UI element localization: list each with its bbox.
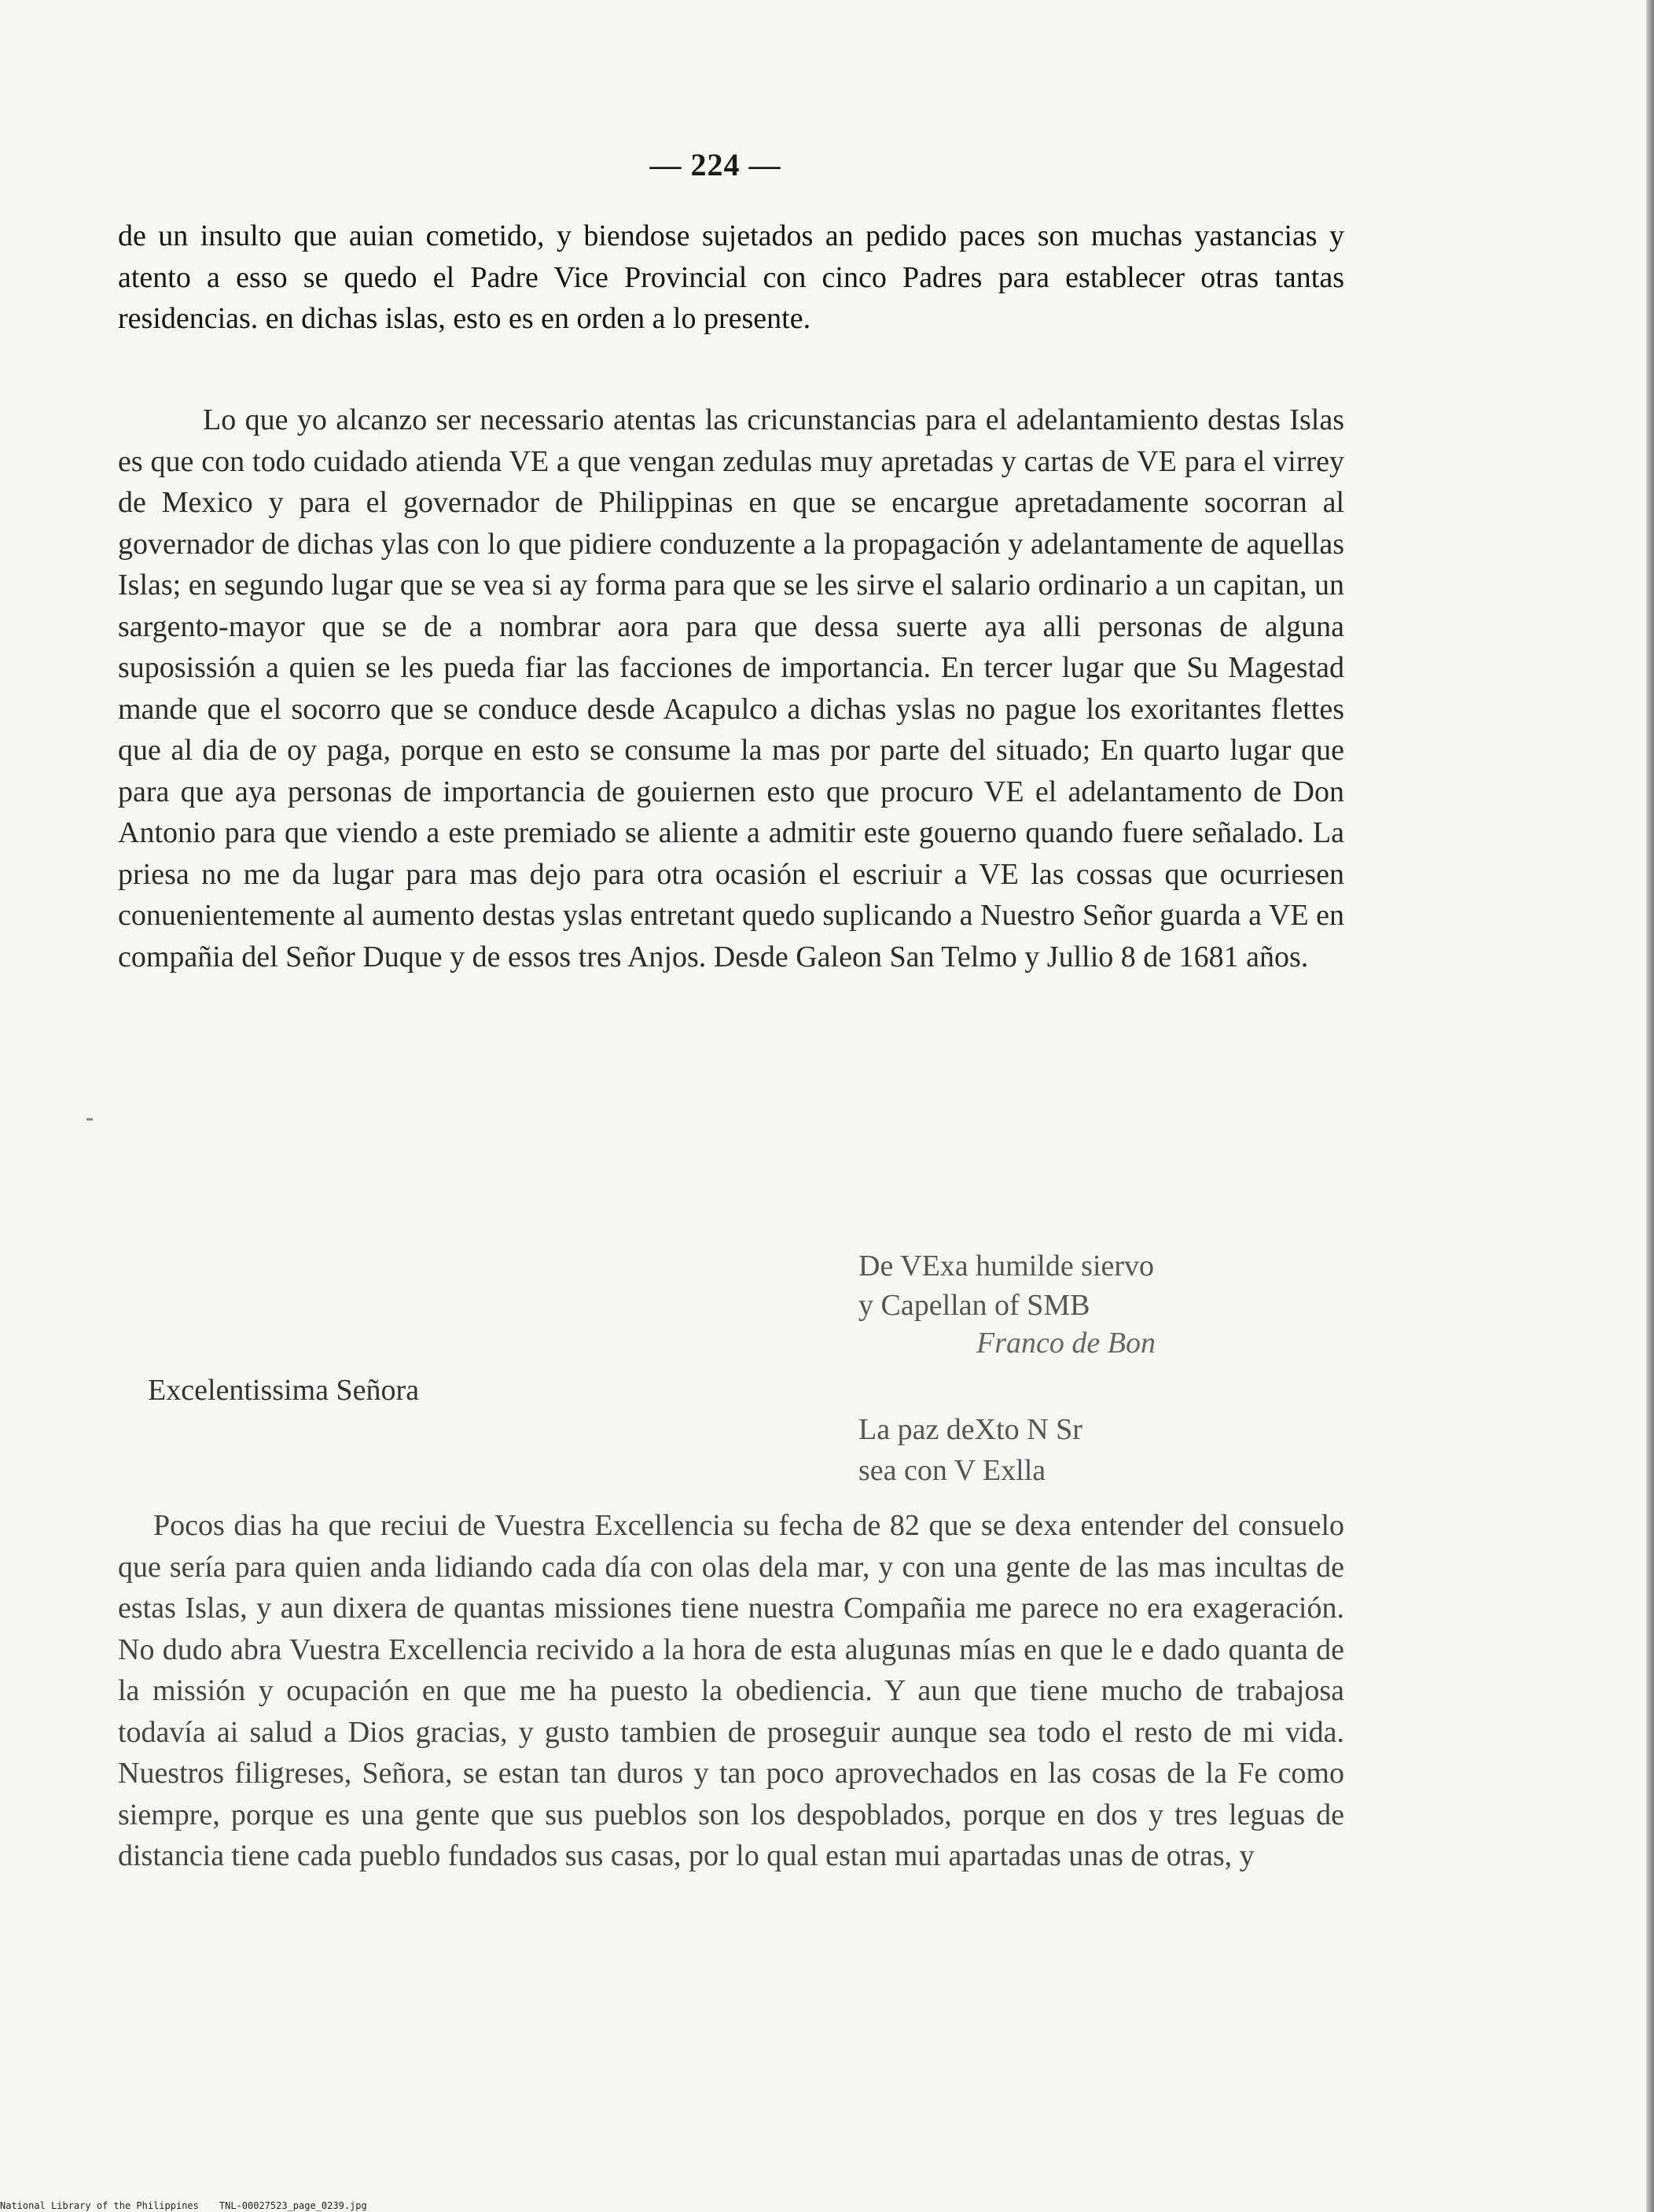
greeting-line-2: sea con V Exlla	[858, 1454, 1046, 1487]
greeting-line-1: La paz deXto N Sr	[858, 1413, 1082, 1446]
paragraph-text: Pocos dias ha que reciui de Vuestra Excellencia su fecha de 82 que se dexa entender del consuelo que sería para quien anda lidiando cada día con olas dela mar, y con una gente de las mas incultas de estas Islas, y aun dixera de quantas missiones tiene nuestra Compañia me parece no era exageración. No dudo abra Vuestra Excellencia recivido a la hora de esta alugunas mías en que le e dado quanta de la missión y ocupación en que me ha puesto la obediencia. Y aun que tiene mucho de trabajosa todavía ai salud a Dios gracias, y gusto tambien de proseguir aunque sea todo el resto de mi vida. Nuestros filigreses, Señora, se estan tan duros y tan poco aprovechados en las cosas de la Fe como siempre, porque es una gente que sus pueblos son los despoblados, porque en dos y tres leguas de distancia tiene cada pueblo fundados sus casas, por lo qual estan mui apartadas unas de otras, y	[118, 1509, 1344, 1872]
margin-mark	[86, 1118, 93, 1121]
paragraph-letter-body	[118, 399, 1344, 977]
page-number: — 224 —	[649, 147, 781, 182]
signature-line-2: y Capellan of SMB	[858, 1289, 1090, 1322]
paragraph-second-letter	[118, 1505, 1344, 1877]
salutation: Excelentissima Señora	[148, 1374, 420, 1407]
footer-file: TNL-00027523_page_0239.jpg	[219, 2200, 367, 2211]
signature-line-1: De VExa humilde siervo	[858, 1250, 1155, 1283]
paragraph-text: Lo que yo alcanzo ser necessario atentas las cricunstancias para el adelantamiento destas Islas es que con todo cuidado atienda VE a que vengan zedulas muy apretadas y cartas de VE para el virrey de Mexico y para el governador de Philippinas en que se encargue apretadamente socorran al governador de dichas ylas con lo que pidiere conduzente a la propagación y adelantamente de aquellas Islas; en segundo lugar que se vea si ay forma para que se les sirve el salario ordinario a un capitan, un sargento-mayor que se de a nombrar aora para que dessa suerte aya alli personas de alguna suposissión a quien se les pueda fiar las facciones de importancia. En tercer lugar que Su Magestad mande que el socorro que se conduce desde Acapulco a dichas yslas no pague los exoritantes flettes que al dia de oy paga, porque en esto se consume la mas por parte del situado; En quarto lugar que para que aya personas de importancia de gouiernen esto que procuro VE el adelantamento de Don Antonio para que viendo a este premiado se aliente a admitir este gouerno quando fuere señalado. La priesa no me da lugar para mas dejo para otra ocasión el escriuir a VE las cossas que ocurriesen conuenientemente al aumento destas yslas entretant quedo suplicando a Nuestro Señor guarda a VE en compañia del Señor Duque y de essos tres Anjos. Desde Galeon San Telmo y Jullio 8 de 1681 años.	[118, 403, 1344, 974]
paragraph-continuation	[118, 215, 1344, 340]
page-edge-shadow	[1646, 0, 1654, 2212]
scan-footer	[0, 2200, 388, 2211]
paragraph-text: de un insulto que auian cometido, y biendose sujetados an pedido paces son muchas yastancias y atento a esso se quedo el Padre Vice Provincial con cinco Padres para establecer otras tantas residencias. en dichas islas, esto es en orden a lo presente.	[118, 219, 1344, 335]
footer-library: National Library of the Philippines	[0, 2200, 199, 2211]
signature-name: Franco de Bon	[976, 1327, 1156, 1360]
